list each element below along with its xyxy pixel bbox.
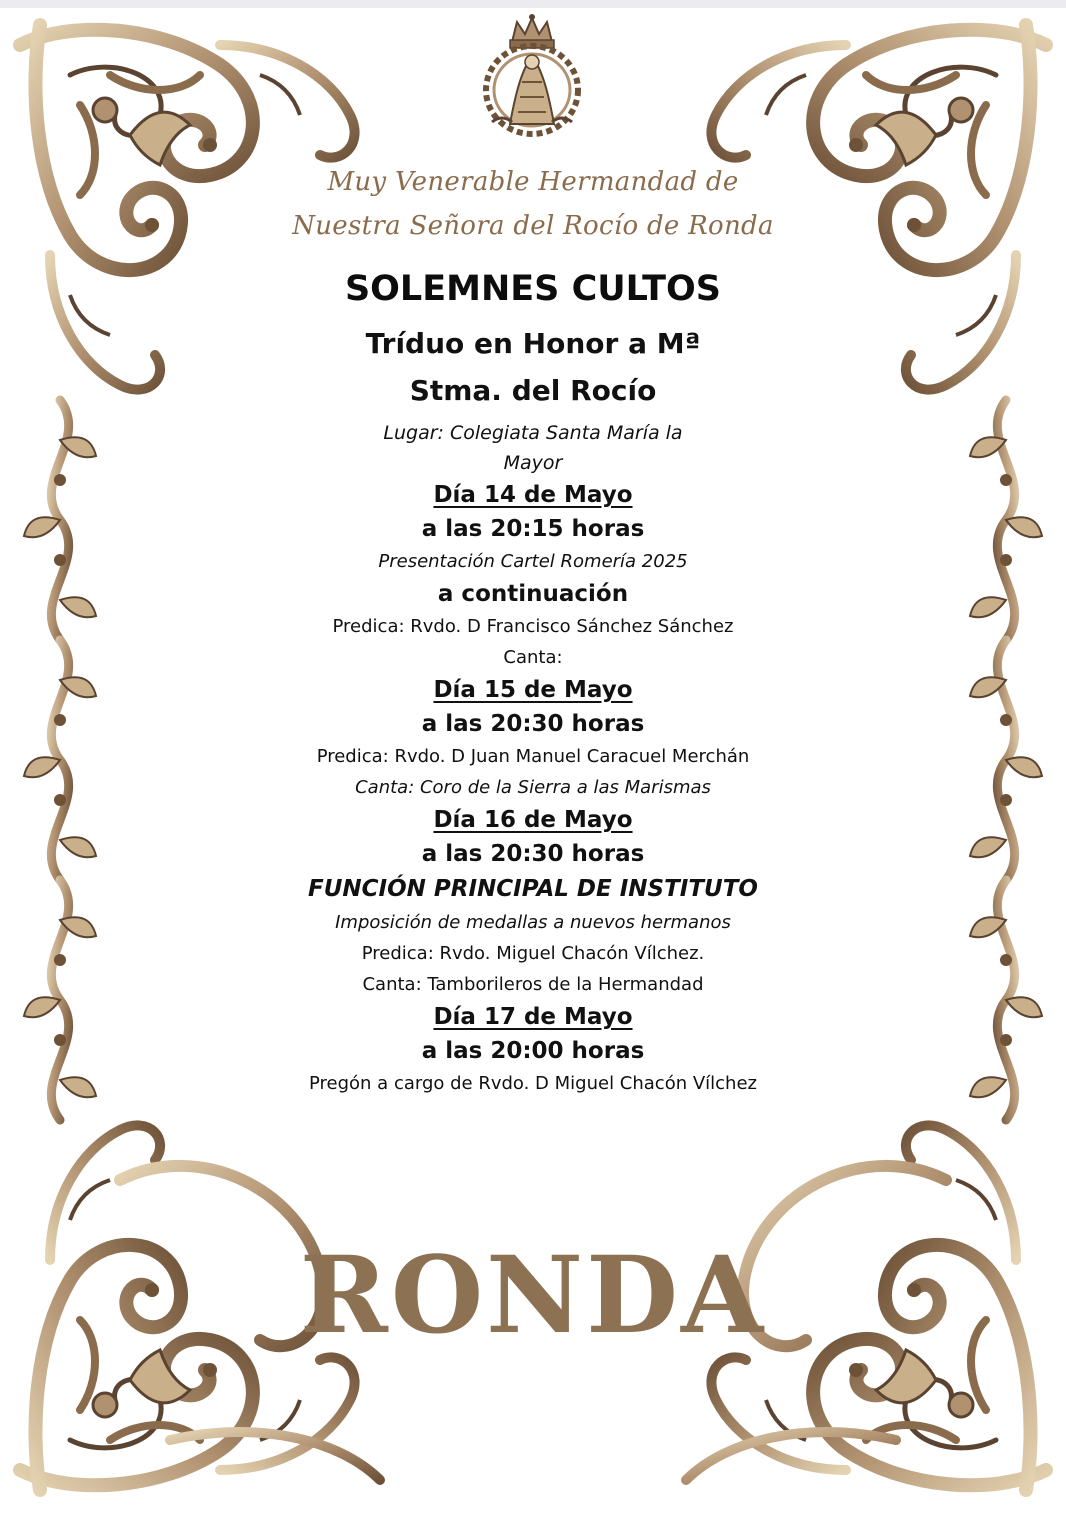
brotherhood-name [200, 160, 866, 248]
day-16-function: FUNCIÓN PRINCIPAL DE INSTITUTO [308, 876, 758, 902]
day-16-date: Día 16 de Mayo [433, 807, 633, 833]
day-15-time: a las 20:30 horas [421, 711, 645, 737]
brotherhood-crest-icon [462, 12, 602, 142]
day-14-date: Día 14 de Mayo [433, 482, 633, 508]
page-title: SOLEMNES CULTOS [344, 269, 722, 309]
day-16-preacher: Predica: Rvdo. Miguel Chacón Vílchez. [361, 943, 705, 964]
day-14-presentation: Presentación Cartel Romería 2025 [378, 551, 688, 572]
day-14-singer: Canta: [503, 647, 563, 668]
poster-content [200, 160, 866, 1099]
subtitle-line-2: Stma. del Rocío [409, 374, 657, 407]
day-16-medals: Imposición de medallas a nuevos hermanos [335, 912, 731, 933]
day-16-time: a las 20:30 horas [421, 841, 645, 867]
day-14-time: a las 20:15 horas [421, 516, 645, 542]
day-15-date: Día 15 de Mayo [433, 677, 633, 703]
day-17-time: a las 20:00 horas [421, 1038, 645, 1064]
venue-line-1: Lugar: Colegiata Santa María la [383, 422, 683, 444]
day-16-singer: Canta: Tamborileros de la Hermandad [362, 974, 704, 995]
subtitle-line-1: Tríduo en Honor a Mª [365, 327, 701, 360]
city-name: RONDA [299, 1232, 767, 1357]
day-14-preacher: Predica: Rvdo. D Francisco Sánchez Sánchez [332, 616, 734, 637]
day-14-continuation: a continuación [437, 581, 629, 607]
brotherhood-line-1: Muy Venerable Hermandad de [327, 167, 739, 197]
day-17-proclamation: Pregón a cargo de Rvdo. D Miguel Chacón Vílchez [309, 1073, 757, 1094]
venue-line-2: Mayor [503, 452, 563, 474]
day-15-singer: Canta: Coro de la Sierra a las Marismas [355, 777, 711, 798]
brotherhood-line-2: Nuestra Señora del Rocío de Ronda [292, 211, 774, 241]
day-17-date: Día 17 de Mayo [433, 1004, 633, 1030]
day-15-preacher: Predica: Rvdo. D Juan Manuel Caracuel Merchán [316, 746, 750, 767]
